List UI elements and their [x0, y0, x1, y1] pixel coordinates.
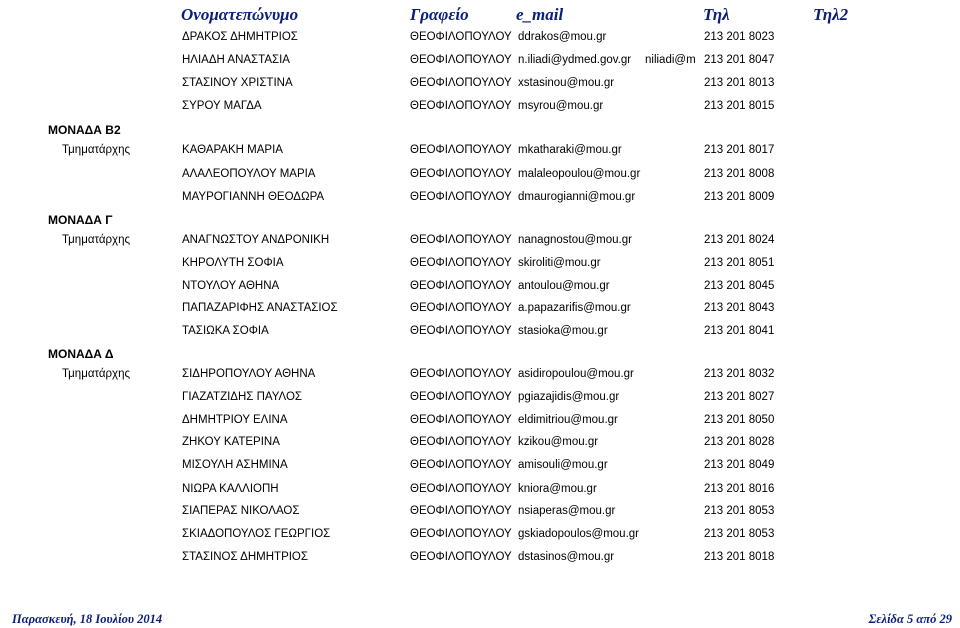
tel-cell: 213 201 8041	[704, 325, 775, 337]
email-cell: asidiropoulou@mou.gr	[518, 368, 634, 380]
directory-row	[0, 278, 960, 294]
office-cell: ΘΕΟΦΙΛΟΠΟΥΛΟΥ	[410, 414, 512, 426]
header-tel2: Τηλ2	[813, 5, 849, 24]
office-cell: ΘΕΟΦΙΛΟΠΟΥΛΟΥ	[410, 191, 512, 203]
role-cell: Τμηματάρχης	[62, 234, 131, 246]
office-cell: ΘΕΟΦΙΛΟΠΟΥΛΟΥ	[410, 302, 512, 314]
office-cell: ΘΕΟΦΙΛΟΠΟΥΛΟΥ	[410, 325, 512, 337]
directory-row	[0, 52, 960, 68]
email-cell: nanagnostou@mou.gr	[518, 234, 632, 246]
name-cell: ΜΑΥΡΟΓΙΑΝΝΗ ΘΕΟΔΩΡΑ	[182, 191, 325, 203]
footer-date: Παρασκευή, 18 Ιουλίου 2014	[12, 612, 163, 626]
office-cell: ΘΕΟΦΙΛΟΠΟΥΛΟΥ	[410, 505, 512, 517]
directory-row	[0, 549, 960, 565]
office-cell: ΘΕΟΦΙΛΟΠΟΥΛΟΥ	[410, 551, 512, 563]
directory-row	[0, 232, 960, 248]
name-cell: ΚΗΡΟΛΥΤΗ ΣΟΦΙΑ	[182, 257, 284, 269]
name-cell: ΣΚΙΑΔΟΠΟΥΛΟΣ ΓΕΩΡΓΙΟΣ	[182, 528, 331, 540]
unit-heading-row	[0, 212, 960, 228]
email-cell: dmaurogianni@mou.gr	[518, 191, 636, 203]
name-cell: ΣΙΑΠΕΡΑΣ ΝΙΚΟΛΑΟΣ	[182, 505, 300, 517]
office-cell: ΘΕΟΦΙΛΟΠΟΥΛΟΥ	[410, 459, 512, 471]
role-cell: Τμηματάρχης	[62, 144, 131, 156]
tel-cell: 213 201 8024	[704, 234, 775, 246]
tel-cell: 213 201 8051	[704, 257, 775, 269]
name-cell: ΝΤΟΥΛΟΥ ΑΘΗΝΑ	[182, 280, 280, 292]
directory-row	[0, 75, 960, 91]
unit-heading-row	[0, 346, 960, 362]
name-cell: ΔΗΜΗΤΡΙΟΥ ΕΛΙΝΑ	[182, 414, 288, 426]
office-cell: ΘΕΟΦΙΛΟΠΟΥΛΟΥ	[410, 100, 512, 112]
tel-cell: 213 201 8045	[704, 280, 775, 292]
name-cell: ΚΑΘΑΡΑΚΗ ΜΑΡΙΑ	[182, 144, 283, 156]
header-email: e_mail	[516, 5, 564, 24]
directory-row	[0, 255, 960, 271]
directory-row	[0, 29, 960, 45]
name-cell: ΓΙΑΖΑΤΖΙΔΗΣ ΠΑΥΛΟΣ	[182, 391, 303, 403]
office-cell: ΘΕΟΦΙΛΟΠΟΥΛΟΥ	[410, 257, 512, 269]
directory-row	[0, 457, 960, 473]
footer-page: Σελίδα 5 από 29	[868, 612, 952, 626]
office-cell: ΘΕΟΦΙΛΟΠΟΥΛΟΥ	[410, 280, 512, 292]
email-cell: dstasinos@mou.gr	[518, 551, 615, 563]
name-cell: ΗΛΙΑΔΗ ΑΝΑΣΤΑΣΙΑ	[182, 54, 290, 66]
office-cell: ΘΕΟΦΙΛΟΠΟΥΛΟΥ	[410, 77, 512, 89]
email-cell: kniora@mou.gr	[518, 483, 597, 495]
tel-cell: 213 201 8018	[704, 551, 775, 563]
email-cell: skiroliti@mou.gr	[518, 257, 601, 269]
tel-cell: 213 201 8013	[704, 77, 775, 89]
name-cell: ΝΙΩΡΑ ΚΑΛΛΙΟΠΗ	[182, 483, 279, 495]
name-cell: ΣΤΑΣΙΝΟΥ ΧΡΙΣΤΙΝΑ	[182, 77, 293, 89]
directory-row	[0, 389, 960, 405]
office-cell: ΘΕΟΦΙΛΟΠΟΥΛΟΥ	[410, 528, 512, 540]
directory-row	[0, 189, 960, 205]
tel-cell: 213 201 8028	[704, 436, 775, 448]
name-cell: ΣΤΑΣΙΝΟΣ ΔΗΜΗΤΡΙΟΣ	[182, 551, 308, 563]
tel-cell: 213 201 8053	[704, 528, 775, 540]
name-cell: ΣΙΔΗΡΟΠΟΥΛΟΥ ΑΘΗΝΑ	[182, 368, 316, 380]
name-cell: ΣΥΡΟΥ ΜΑΓΔΑ	[182, 100, 262, 112]
tel-cell: 213 201 8027	[704, 391, 775, 403]
unit-heading: ΜΟΝΑΔΑ Β2	[48, 123, 121, 137]
email-cell: kzikou@mou.gr	[518, 436, 599, 448]
directory-row	[0, 98, 960, 114]
email-cell: n.iliadi@ydmed.gov.gr	[518, 54, 632, 66]
extra-email-cell: niliadi@m	[645, 54, 696, 66]
directory-row	[0, 412, 960, 428]
email-cell: antoulou@mou.gr	[518, 280, 610, 292]
email-cell: malaleopoulou@mou.gr	[518, 168, 641, 180]
tel-cell: 213 201 8015	[704, 100, 775, 112]
unit-heading: ΜΟΝΑΔΑ Δ	[48, 347, 114, 361]
tel-cell: 213 201 8043	[704, 302, 775, 314]
email-cell: msyrou@mou.gr	[518, 100, 604, 112]
email-cell: mkatharaki@mou.gr	[518, 144, 622, 156]
tel-cell: 213 201 8049	[704, 459, 775, 471]
directory-row	[0, 366, 960, 382]
email-cell: a.papazarifis@mou.gr	[518, 302, 631, 314]
office-cell: ΘΕΟΦΙΛΟΠΟΥΛΟΥ	[410, 391, 512, 403]
tel-cell: 213 201 8047	[704, 54, 775, 66]
name-cell: ΠΑΠΑΖΑΡΙΦΗΣ ΑΝΑΣΤΑΣΙΟΣ	[182, 302, 338, 314]
email-cell: pgiazajidis@mou.gr	[518, 391, 620, 403]
office-cell: ΘΕΟΦΙΛΟΠΟΥΛΟΥ	[410, 368, 512, 380]
office-cell: ΘΕΟΦΙΛΟΠΟΥΛΟΥ	[410, 483, 512, 495]
office-cell: ΘΕΟΦΙΛΟΠΟΥΛΟΥ	[410, 168, 512, 180]
unit-heading: ΜΟΝΑΔΑ Γ	[48, 213, 113, 227]
name-cell: ΑΛΑΛΕΟΠΟΥΛΟΥ ΜΑΡΙΑ	[182, 168, 316, 180]
tel-cell: 213 201 8009	[704, 191, 775, 203]
directory-row	[0, 481, 960, 497]
email-cell: stasioka@mou.gr	[518, 325, 608, 337]
directory-row	[0, 300, 960, 316]
tel-cell: 213 201 8032	[704, 368, 775, 380]
directory-row	[0, 166, 960, 182]
name-cell: ΑΝΑΓΝΩΣΤΟΥ ΑΝΔΡΟΝΙΚΗ	[182, 234, 330, 246]
header-tel: Τηλ	[703, 5, 730, 24]
tel-cell: 213 201 8050	[704, 414, 775, 426]
email-cell: eldimitriou@mou.gr	[518, 414, 618, 426]
email-cell: gskiadopoulos@mou.gr	[518, 528, 639, 540]
header-name: Ονοματεπώνυμο	[181, 5, 299, 24]
name-cell: ΜΙΣΟΥΛΗ ΑΣΗΜΙΝΑ	[182, 459, 288, 471]
name-cell: ΔΡΑΚΟΣ ΔΗΜΗΤΡΙΟΣ	[182, 31, 298, 43]
header-office: Γραφείο	[410, 5, 469, 24]
directory-row	[0, 434, 960, 450]
email-cell: xstasinou@mou.gr	[518, 77, 615, 89]
unit-heading-row	[0, 122, 960, 138]
directory-row	[0, 142, 960, 158]
office-cell: ΘΕΟΦΙΛΟΠΟΥΛΟΥ	[410, 54, 512, 66]
office-cell: ΘΕΟΦΙΛΟΠΟΥΛΟΥ	[410, 234, 512, 246]
tel-cell: 213 201 8008	[704, 168, 775, 180]
directory-row	[0, 323, 960, 339]
email-cell: nsiaperas@mou.gr	[518, 505, 616, 517]
tel-cell: 213 201 8016	[704, 483, 775, 495]
directory-row	[0, 526, 960, 542]
name-cell: ΤΑΣΙΩΚΑ ΣΟΦΙΑ	[182, 325, 269, 337]
email-cell: amisouli@mou.gr	[518, 459, 608, 471]
directory-row	[0, 503, 960, 519]
tel-cell: 213 201 8023	[704, 31, 775, 43]
office-cell: ΘΕΟΦΙΛΟΠΟΥΛΟΥ	[410, 31, 512, 43]
office-cell: ΘΕΟΦΙΛΟΠΟΥΛΟΥ	[410, 436, 512, 448]
email-cell: ddrakos@mou.gr	[518, 31, 607, 43]
office-cell: ΘΕΟΦΙΛΟΠΟΥΛΟΥ	[410, 144, 512, 156]
tel-cell: 213 201 8053	[704, 505, 775, 517]
name-cell: ΖΗΚΟΥ ΚΑΤΕΡΙΝΑ	[182, 436, 280, 448]
role-cell: Τμηματάρχης	[62, 368, 131, 380]
tel-cell: 213 201 8017	[704, 144, 775, 156]
